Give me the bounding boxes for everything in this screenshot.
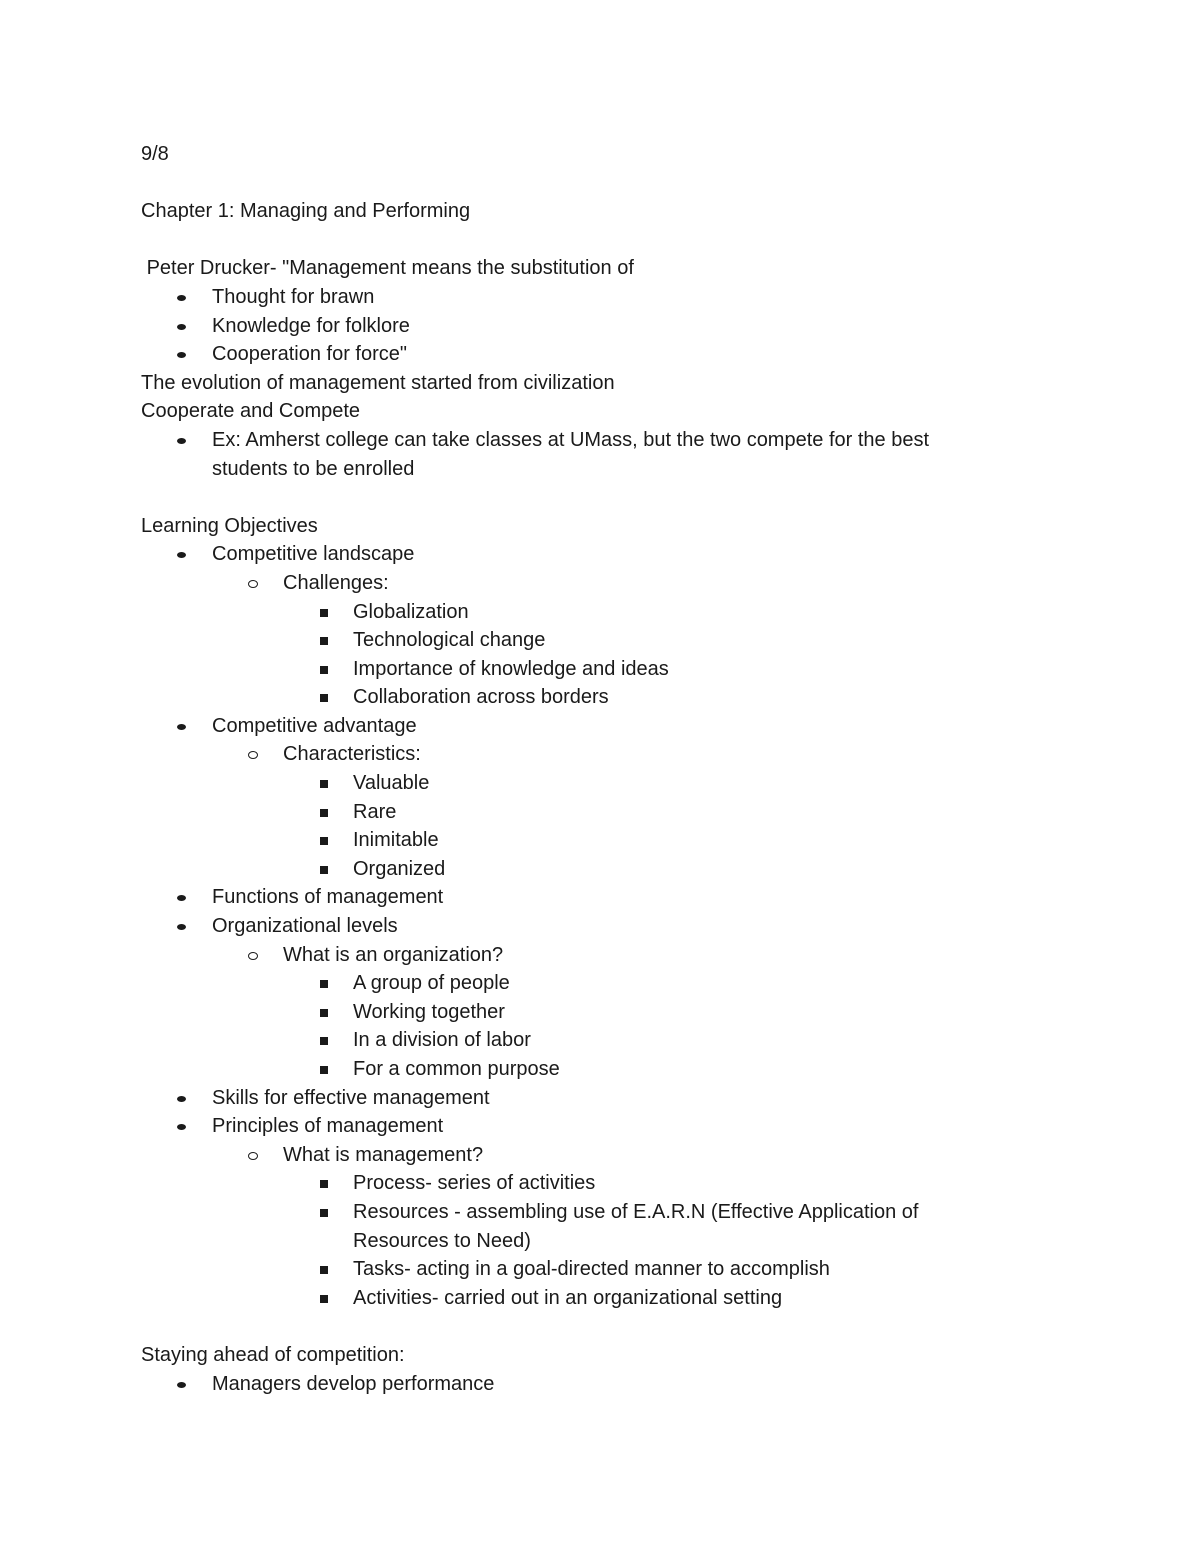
bullet-square-icon — [320, 809, 328, 817]
bullet-dot-icon — [177, 895, 186, 901]
blank-line — [141, 169, 1041, 198]
bullet-square-icon — [320, 1266, 328, 1274]
list-item: Characteristics: — [141, 740, 1041, 769]
sub-list — [141, 941, 1041, 970]
bullet-square-icon — [320, 666, 328, 674]
list-item: Rare — [141, 798, 1041, 827]
objectives-list-cont — [141, 883, 1041, 940]
objectives-list-cont — [141, 712, 1041, 741]
bullet-square-icon — [320, 694, 328, 702]
bullet-circle-icon — [248, 1152, 258, 1160]
bullet-dot-icon — [177, 724, 186, 730]
bullet-dot-icon — [177, 924, 186, 930]
list-item: Activities- carried out in an organizational setting — [141, 1284, 1041, 1313]
bullet-dot-icon — [177, 352, 186, 358]
sub-sub-list — [141, 1169, 1041, 1312]
list-item: Knowledge for folklore — [141, 312, 1041, 341]
bullet-dot-icon — [177, 438, 186, 444]
chapter-title: Chapter 1: Managing and Performing — [141, 200, 471, 223]
document-body — [141, 140, 1041, 1398]
bullet-circle-icon — [248, 952, 258, 960]
list-item: Working together — [141, 998, 1041, 1027]
objective-principles: Principles of management — [141, 1112, 1041, 1141]
sub-list — [141, 569, 1041, 598]
bullet-square-icon — [320, 1180, 328, 1188]
list-item: Resources - assembling use of E.A.R.N (Effective Application of Resources to Need) — [141, 1198, 1041, 1255]
list-item: Valuable — [141, 769, 1041, 798]
objectives-list — [141, 540, 1041, 569]
staying-list — [141, 1370, 1041, 1399]
bullet-square-icon — [320, 609, 328, 617]
list-item: Globalization — [141, 598, 1041, 627]
sub-list — [141, 1141, 1041, 1170]
bullet-dot-icon — [177, 1382, 186, 1388]
bullet-dot-icon — [177, 552, 186, 558]
staying-heading: Staying ahead of competition: — [141, 1343, 405, 1366]
sub-sub-list — [141, 598, 1041, 712]
list-item: Tasks- acting in a goal-directed manner to accomplish — [141, 1255, 1041, 1284]
list-item: Process- series of activities — [141, 1169, 1041, 1198]
bullet-circle-icon — [248, 751, 258, 759]
bullet-square-icon — [320, 1009, 328, 1017]
bullet-square-icon — [320, 980, 328, 988]
cooperate-heading: Cooperate and Compete — [141, 400, 361, 423]
list-item: For a common purpose — [141, 1055, 1041, 1084]
list-item: Inimitable — [141, 826, 1041, 855]
date-line: 9/8 — [141, 143, 169, 165]
quote-list — [141, 283, 1041, 369]
list-item: Collaboration across borders — [141, 683, 1041, 712]
bullet-square-icon — [320, 1066, 328, 1074]
list-item: Organized — [141, 855, 1041, 884]
bullet-square-icon — [320, 837, 328, 845]
list-item: Importance of knowledge and ideas — [141, 655, 1041, 684]
bullet-square-icon — [320, 1295, 328, 1303]
objective-skills: Skills for effective management — [141, 1084, 1041, 1113]
sub-sub-list — [141, 769, 1041, 883]
list-item: Thought for brawn — [141, 283, 1041, 312]
blank-line — [141, 1312, 1041, 1341]
objective-functions: Functions of management — [141, 883, 1041, 912]
cooperate-list — [141, 426, 1041, 483]
bullet-dot-icon — [177, 1124, 186, 1130]
objective-competitive-landscape: Competitive landscape — [141, 540, 1041, 569]
list-item: Cooperation for force" — [141, 340, 1041, 369]
sub-sub-list — [141, 969, 1041, 1083]
list-item: Technological change — [141, 626, 1041, 655]
list-item: Ex: Amherst college can take classes at UMass, but the two compete for the best students to be enrolled — [141, 426, 1041, 483]
bullet-dot-icon — [177, 295, 186, 301]
list-item: Challenges: — [141, 569, 1041, 598]
bullet-circle-icon — [248, 580, 258, 588]
list-item: What is management? — [141, 1141, 1041, 1170]
objectives-heading: Learning Objectives — [141, 514, 318, 537]
bullet-dot-icon — [177, 1096, 186, 1102]
list-item: In a division of labor — [141, 1026, 1041, 1055]
bullet-dot-icon — [177, 324, 186, 330]
quote-intro: Peter Drucker- "Management means the substitution of — [141, 257, 634, 280]
bullet-square-icon — [320, 637, 328, 645]
list-item: Managers develop performance — [141, 1370, 1041, 1399]
objectives-list-cont — [141, 1084, 1041, 1141]
list-item: What is an organization? — [141, 941, 1041, 970]
sub-list — [141, 740, 1041, 769]
blank-line — [141, 483, 1041, 512]
evolution-line: The evolution of management started from civilization — [141, 371, 615, 394]
blank-line — [141, 226, 1041, 255]
bullet-square-icon — [320, 866, 328, 874]
bullet-square-icon — [320, 780, 328, 788]
objective-levels: Organizational levels — [141, 912, 1041, 941]
list-item: A group of people — [141, 969, 1041, 998]
bullet-square-icon — [320, 1037, 328, 1045]
objective-competitive-advantage: Competitive advantage — [141, 712, 1041, 741]
bullet-square-icon — [320, 1209, 328, 1217]
